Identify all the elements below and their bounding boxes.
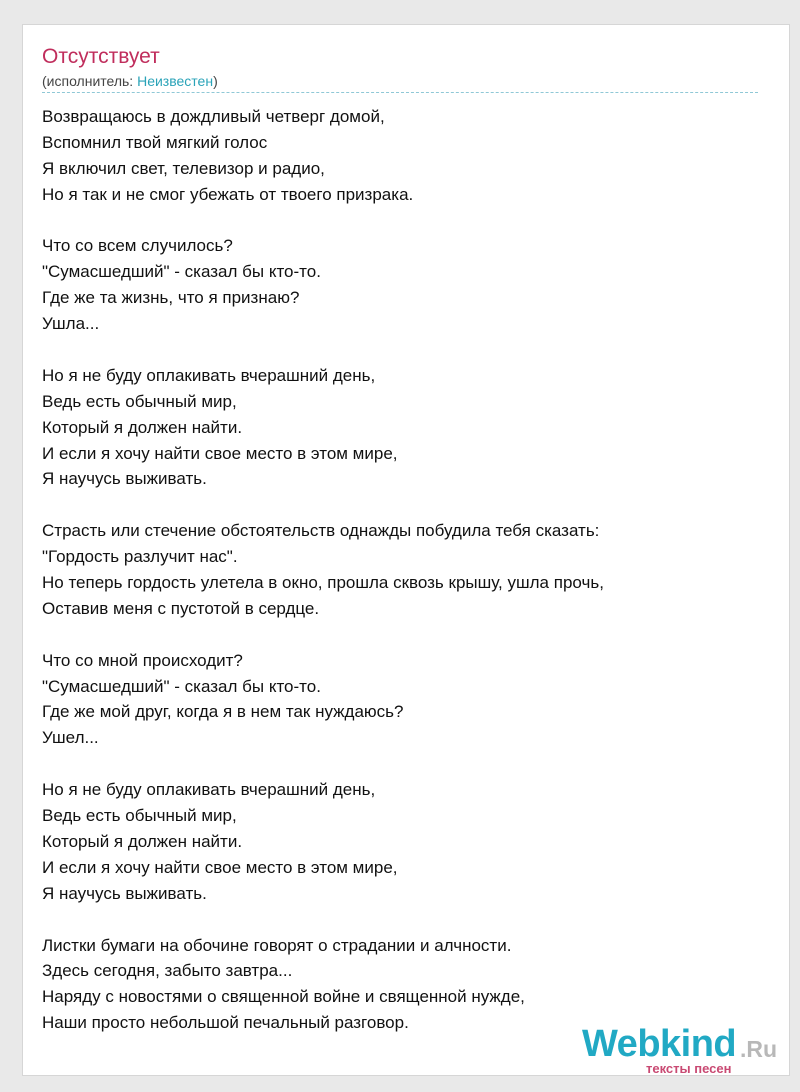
lyrics-line: Но я так и не смог убежать от твоего призрака. — [42, 184, 414, 204]
lyrics-line: И если я хочу найти свое место в этом мире, — [42, 443, 398, 463]
lyrics-line: Возвращаюсь в дождливый четверг домой, — [42, 107, 385, 126]
lyrics-line: Где же та жизнь, что я признаю? — [42, 288, 300, 308]
lyrics-stanza — [42, 777, 762, 906]
lyrics-body — [42, 104, 762, 1062]
lyrics-line: Страсть или стечение обстоятельств однажды побудила тебя сказать: — [42, 521, 600, 541]
lyrics-line: Но я не буду оплакивать вчерашний день, — [42, 780, 376, 800]
lyrics-line: Наши просто небольшой печальный разговор. — [42, 1013, 409, 1033]
watermark-tld: .Ru — [740, 1036, 778, 1062]
lyrics-line: Ушел... — [42, 728, 99, 748]
lyrics-line: "Гордость разлучит нас". — [42, 547, 238, 567]
lyrics-line: Я научусь выживать. — [42, 469, 207, 489]
lyrics-line: Что со мной происходит? — [42, 650, 243, 670]
lyrics-line: И если я хочу найти свое место в этом мире, — [42, 857, 398, 877]
lyrics-line: Вспомнил твой мягкий голос — [42, 132, 268, 152]
lyrics-stanza — [42, 104, 762, 208]
lyrics-line: Что со всем случилось? — [42, 236, 233, 256]
lyrics-line: Ведь есть обычный мир, — [42, 806, 237, 826]
lyrics-line: Я включил свет, телевизор и радио, — [42, 158, 325, 178]
lyrics-line: Который я должен найти. — [42, 831, 243, 851]
title-divider — [42, 92, 758, 93]
lyrics-line: Который я должен найти. — [42, 417, 243, 437]
lyrics-line: Листки бумаги на обочине говорят о страдании и алчности. — [42, 935, 512, 955]
lyrics-line: Я научусь выживать. — [42, 883, 207, 903]
watermark-brand: Webkind — [582, 1023, 737, 1065]
lyrics-line: Где же мой друг, когда я в нем так нуждаюсь? — [42, 702, 404, 722]
artist-prefix: (исполнитель: — [42, 73, 138, 89]
lyrics-stanza — [42, 648, 762, 752]
lyrics-line: "Сумасшедший" - сказал бы кто-то. — [42, 676, 321, 696]
watermark-tagline: тексты песен — [646, 1061, 732, 1076]
artist-meta — [42, 72, 218, 90]
lyrics-line: Здесь сегодня, забыто завтра... — [42, 961, 293, 981]
lyrics-line: Ушла... — [42, 314, 100, 334]
lyrics-stanza — [42, 363, 762, 492]
webkind-watermark — [582, 1022, 782, 1078]
lyrics-line: "Сумасшедший" - сказал бы кто-то. — [42, 262, 321, 282]
lyrics-line: Наряду с новостями о священной войне и священной нужде, — [42, 987, 525, 1007]
lyrics-line: Ведь есть обычный мир, — [42, 391, 237, 411]
lyrics-stanza — [42, 233, 762, 337]
lyrics-stanza — [42, 933, 762, 1037]
lyrics-line: Оставив меня с пустотой в сердце. — [42, 598, 320, 618]
lyrics-line: Но теперь гордость улетела в окно, прошла сквозь крышу, ушла прочь, — [42, 573, 604, 593]
artist-link[interactable]: Неизвестен — [137, 73, 214, 89]
artist-suffix: ) — [213, 73, 218, 89]
song-title: Отсутствует — [42, 45, 160, 68]
lyrics-stanza — [42, 518, 762, 622]
lyrics-line: Но я не буду оплакивать вчерашний день, — [42, 365, 376, 385]
